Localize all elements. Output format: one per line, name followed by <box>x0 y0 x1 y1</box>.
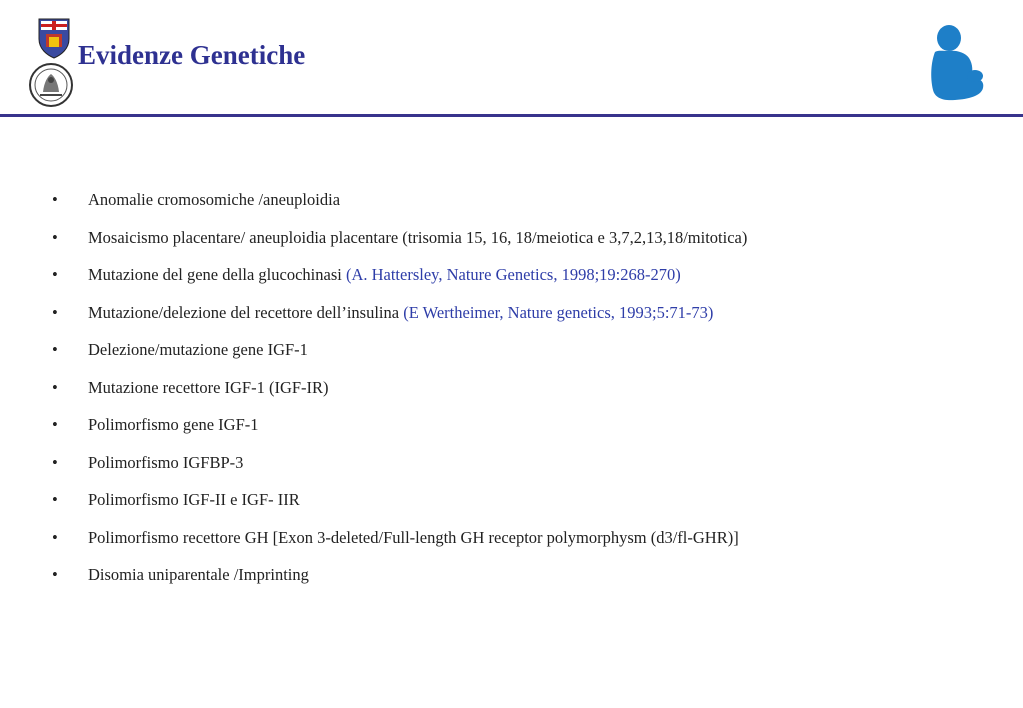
list-item <box>52 564 992 602</box>
bullet-icon: • <box>52 452 58 472</box>
list-item <box>52 227 992 265</box>
child-silhouette-icon <box>925 22 987 102</box>
bullet-icon: • <box>52 415 58 434</box>
bullet-icon: • <box>52 565 58 584</box>
list-item <box>52 489 992 527</box>
item-text: Polimorfismo gene IGF-1 <box>88 415 259 434</box>
bullet-icon: • <box>52 377 58 397</box>
list-item <box>52 452 992 490</box>
item-text: Mosaicismo placentare/ aneuploidia placentare (trisomia 15, 16, 18/meiotica e 3,7,2,13,18/mitotica) <box>88 227 748 247</box>
bullet-icon: • <box>52 227 58 247</box>
seal-icon <box>28 62 74 108</box>
list-item <box>52 377 992 415</box>
list-item <box>52 414 992 452</box>
list-item <box>52 302 992 340</box>
list-item <box>52 527 992 565</box>
bullet-icon: • <box>52 190 58 209</box>
bullet-icon: • <box>52 527 58 547</box>
list-item <box>52 264 992 302</box>
slide-header <box>0 0 1023 120</box>
header-divider <box>0 114 1023 117</box>
item-text: Polimorfismo recettore GH [Exon 3-deleted/Full-length GH receptor polymorphysm (d3/fl-GHR)] <box>88 527 739 547</box>
shield-icon <box>37 17 71 59</box>
bullet-list <box>52 189 992 602</box>
item-text: Polimorfismo IGFBP-3 <box>88 452 244 472</box>
bullet-icon: • <box>52 340 58 359</box>
item-text: Mutazione del gene della glucochinasi <box>88 265 346 284</box>
item-reference: (A. Hattersley, Nature Genetics, 1998;19:268-270) <box>345 265 681 284</box>
item-text: Delezione/mutazione gene IGF-1 <box>88 340 308 359</box>
item-reference: (E Wertheimer, Nature genetics, 1993;5:71-73) <box>403 302 714 322</box>
bullet-icon: • <box>52 265 58 284</box>
list-item <box>52 189 992 227</box>
page-title: Evidenze Genetiche <box>78 40 306 70</box>
item-text: Disomia uniparentale /Imprinting <box>88 565 309 584</box>
item-text: Anomalie cromosomiche /aneuploidia <box>88 190 341 209</box>
item-text: Mutazione recettore IGF-1 (IGF-IR) <box>88 377 329 397</box>
item-text: Mutazione/delezione del recettore dell’insulina <box>88 302 404 322</box>
list-item <box>52 339 992 377</box>
item-text: Polimorfismo IGF-II e IGF- IIR <box>88 490 300 509</box>
bullet-icon: • <box>52 490 58 509</box>
bullet-icon: • <box>52 302 58 322</box>
